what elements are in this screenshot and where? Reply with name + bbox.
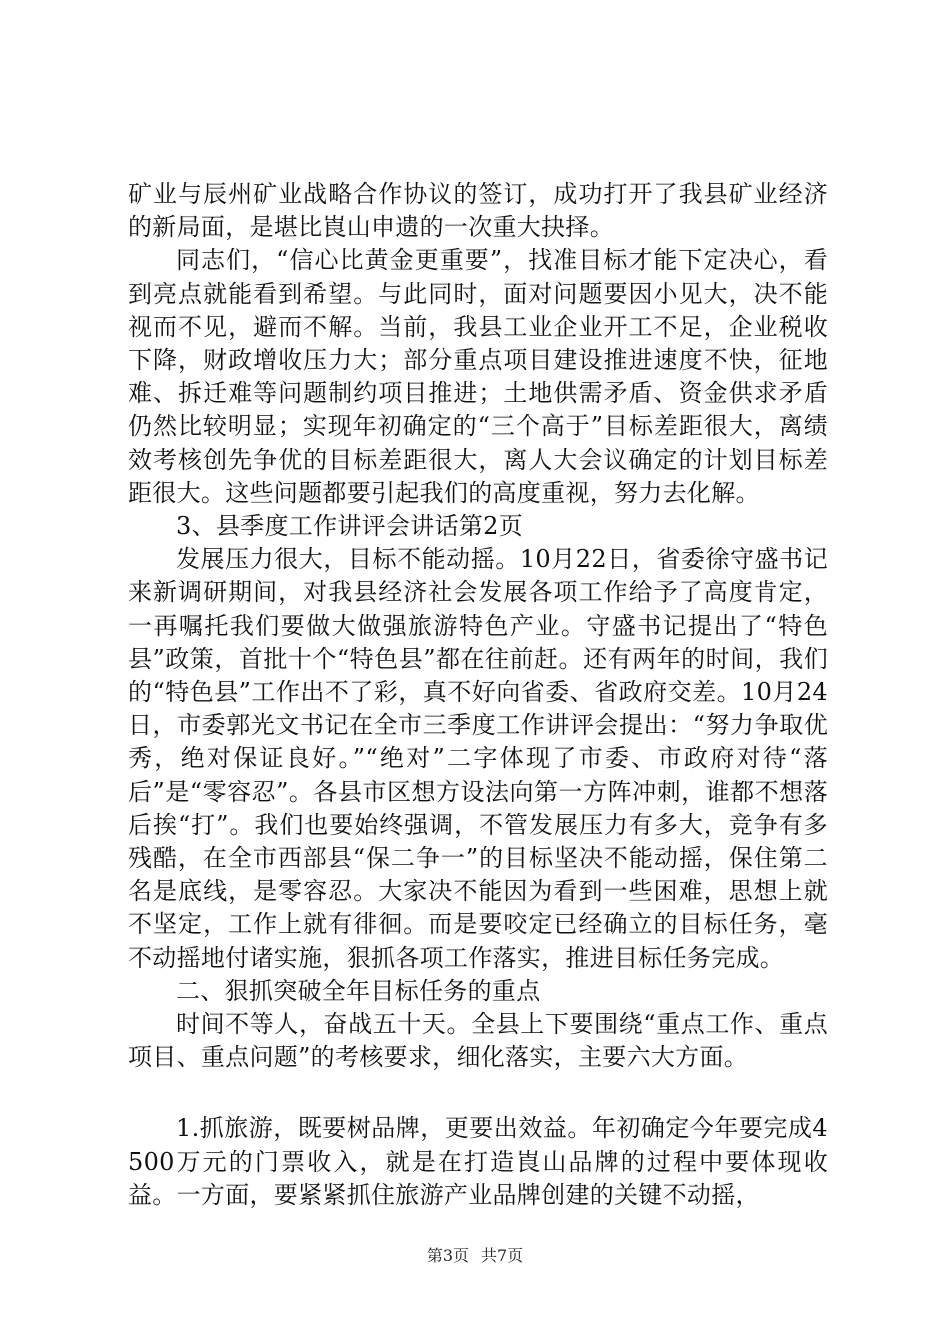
paragraph-mining-cooperation: 矿业与辰州矿业战略合作协议的签订，成功打开了我县矿业经济的新局面，是堪比崀山申遗的一次重大抉择。 [128,180,828,242]
page-footer [0,1246,950,1266]
section-heading-key-tasks: 二、狠抓突破全年目标任务的重点 [176,976,541,1005]
paragraph-tourism: 1.抓旅游，既要树品牌，更要出效益。年初确定今年要完成4500万元的门票收入，就是在打造崀山品牌的过程中要体现收益。一方面，要紧紧抓住旅游产业品牌创建的关键不动摇， [128,1114,828,1209]
paragraph-fifty-days: 时间不等人，奋战五十天。全县上下要围绕“重点工作、重点项目、重点问题”的考核要求，细化落实，主要六大方面。 [128,1010,828,1072]
document-body [128,178,828,1212]
section-heading-page-2: 3、县季度工作讲评会讲话第2页 [176,512,524,541]
paragraph-development-pressure: 发展压力很大，目标不能动摇。10月22日，省委徐守盛书记来新调研期间，对我县经济社会发展各项工作给予了高度肯定，一再嘱托我们要做大做强旅游特色产业。守盛书记提出了“特色县”政策，首批十个“特色县”都在往前赶。还有两年的时间，我们的“特色县”工作出不了彩，真不好向省委、省政府交差。10月24日，市委郭光文书记在全市三季度工作讲评会提出：“努力争取优秀，绝对保证良好。”“绝对”二字体现了市委、市政府对待“落后”是“零容忍”。各县市区想方设法向第一方阵冲刺，谁都不想落后挨“打”。我们也要始终强调，不管发展压力有多大，竞争有多残酷，在全市西部县“保二争一”的目标坚决不能动摇，保住第二名是底线，是零容忍。大家决不能因为看到一些困难，思想上就不坚定，工作上就有徘徊。而是要咬定已经确立的目标任务，毫不动摇地付诸实施，狠抓各项工作落实，推进目标任务完成。 [128,545,828,972]
paragraph-spacer [128,1074,828,1112]
page-total: 共7页 [481,1246,524,1265]
paragraph-confidence: 同志们，“信心比黄金更重要”，找准目标才能下定决心，看到亮点就能看到希望。与此同时，面对问题要因小见大，决不能视而不见，避而不解。当前，我县工业企业开工不足，企业税收下降，财政增收压力大；部分重点项目建设推进速度不快，征地难、拆迁难等问题制约项目推进；土地供需矛盾、资金供求矛盾仍然比较明显；实现年初确定的“三个高于”目标差距很大，离绩效考核创先争优的目标差距很大，离人大会议确定的计划目标差距很大。这些问题都要引起我们的高度重视，努力去化解。 [128,246,828,507]
page-number: 第3页 [426,1246,469,1265]
